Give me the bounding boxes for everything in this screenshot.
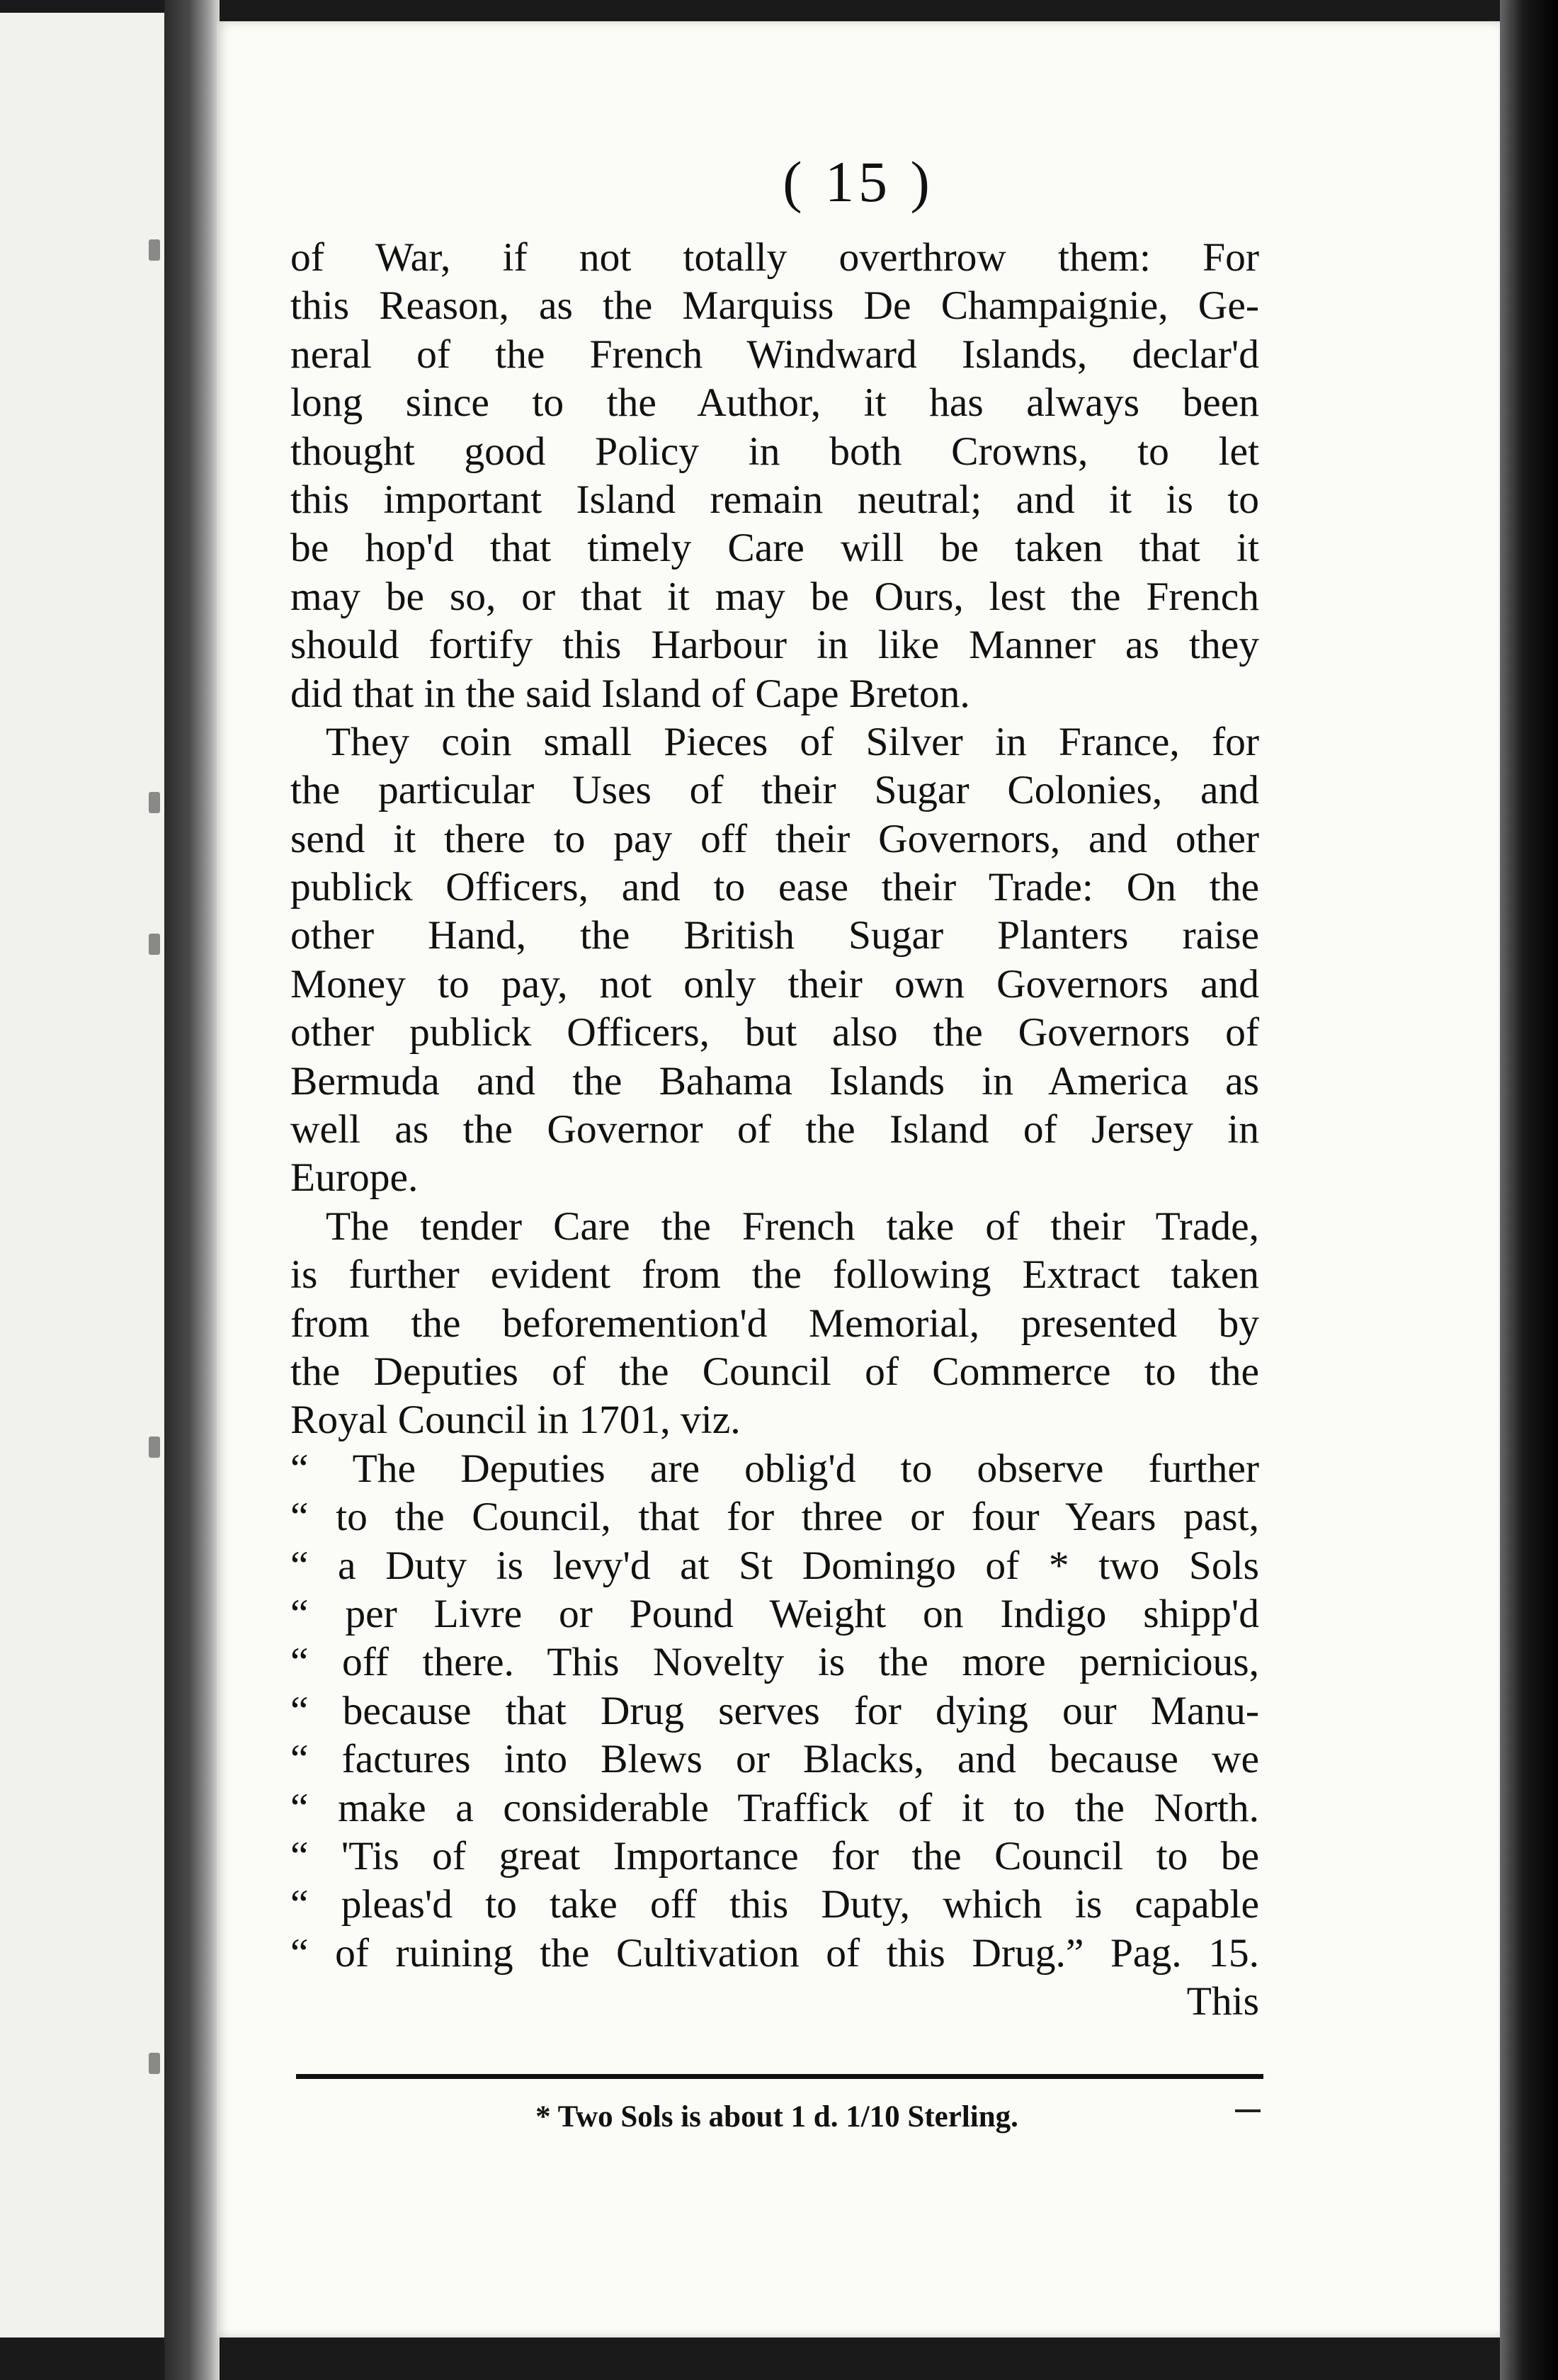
quote-line: “ The Deputies are oblig'd to observe further [290, 1446, 1259, 1491]
text-line: the particular Uses of their Sugar Colonies, and [290, 768, 1259, 813]
quote-line: “ pleas'd to take off this Duty, which is capable [290, 1882, 1259, 1927]
text-line: Money to pay, not only their own Governors and [290, 961, 1259, 1007]
quote-line: “ a Duty is levy'd at St Domingo of * two Sols [290, 1543, 1259, 1588]
quote-line: “ to the Council, that for three or four Years past, [290, 1495, 1259, 1540]
text-line: this Reason, as the Marquiss De Champaignie, Ge- [290, 283, 1259, 329]
page-edge-shadow [1500, 0, 1558, 2380]
quote-line: “ factures into Blews or Blacks, and because we [290, 1737, 1259, 1782]
page-number: ( 15 ) [783, 149, 934, 214]
text-line: other Hand, the British Sugar Planters raise [290, 913, 1259, 958]
footnote: * Two Sols is about 1 d. 1/10 Sterling. [535, 2100, 1018, 2134]
text-line: send it there to pay off their Governors, and other [290, 816, 1259, 861]
book-page [217, 21, 1500, 2338]
text-line: is further evident from the following Extract taken [290, 1252, 1259, 1298]
text-line: The tender Care the French take of their Trade, [326, 1203, 1259, 1249]
text-line: They coin small Pieces of Silver in France, for [326, 719, 1259, 764]
text-line: Bermuda and the Bahama Islands in America as [290, 1058, 1259, 1104]
text-line: should fortify this Harbour in like Manner as they [290, 623, 1259, 668]
text-line: neral of the French Windward Islands, declar'd [290, 332, 1259, 377]
facing-page-edge [0, 13, 164, 2338]
text-line: long since to the Author, it has always been [290, 380, 1259, 426]
footnote-rule [296, 2074, 1263, 2079]
text-line: thought good Policy in both Crowns, to let [290, 429, 1259, 474]
text-line: of War, if not totally overthrow them: For [290, 235, 1259, 280]
quote-line: “ of ruining the Cultivation of this Drug.” Pag. 15. [290, 1930, 1259, 1976]
book-gutter [164, 0, 220, 2380]
text-line: Europe. [290, 1155, 419, 1201]
text-line: may be so, or that it may be Ours, lest the French [290, 574, 1259, 619]
quote-line: “ 'Tis of great Importance for the Council to be [290, 1833, 1259, 1878]
catchword: This [1186, 1979, 1259, 2024]
text-line: did that in the said Island of Cape Breton. [290, 671, 970, 716]
text-line: the Deputies of the Council of Commerce to the [290, 1349, 1259, 1394]
text-line: well as the Governor of the Island of Jersey in [290, 1107, 1259, 1152]
quote-line: “ because that Drug serves for dying our Manu- [290, 1688, 1259, 1733]
body-text [290, 234, 1259, 2026]
quote-line: “ off there. This Novelty is the more pernicious, [290, 1640, 1259, 1685]
text-line: from the beforemention'd Memorial, presented by [290, 1300, 1259, 1346]
text-line: be hop'd that timely Care will be taken that it [290, 526, 1259, 571]
text-line: publick Officers, and to ease their Trade: On the [290, 865, 1259, 910]
quote-line: “ per Livre or Pound Weight on Indigo shipp'd [290, 1591, 1259, 1636]
quote-line: “ make a considerable Traffick of it to the North. [290, 1785, 1259, 1830]
footnote-dash [1235, 2109, 1261, 2112]
text-line: this important Island remain neutral; and it is to [290, 477, 1259, 522]
text-line: Royal Council in 1701, viz. [290, 1398, 741, 1443]
text-line: other publick Officers, but also the Governors of [290, 1010, 1259, 1055]
